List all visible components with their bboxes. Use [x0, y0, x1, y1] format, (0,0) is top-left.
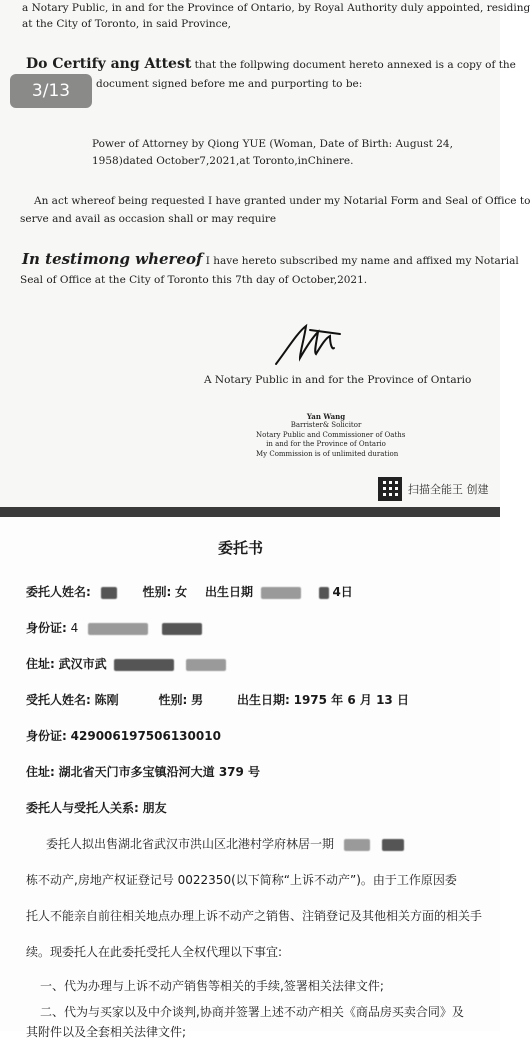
agent-address-row: [26, 763, 260, 780]
principal-dob-tail: 4日: [332, 585, 353, 599]
testimony-line: [22, 250, 519, 269]
agent-gender: 男: [191, 693, 204, 707]
principal-dob-label: 出生日期: [204, 585, 253, 599]
redacted-building: [344, 839, 370, 851]
authorization-item-2-line-2: 其附件以及全套相关法律文件;: [26, 1025, 187, 1039]
relation-value: 朋友: [142, 801, 167, 815]
paragraph-1-line-1: [46, 835, 404, 852]
agent-id: 429006197506130010: [70, 729, 221, 743]
testimony-heading: In testimong whereof: [22, 250, 203, 268]
principal-gender-label: 性别:: [142, 585, 172, 599]
agent-row: [26, 691, 409, 708]
qr-code-icon: [378, 477, 402, 501]
authorization-item-2-line-1: 二、代为与买家以及中介谈判,协商并签署上述不动产相关《商品房买卖合同》及: [40, 1005, 464, 1019]
page-indicator: 3/13: [10, 74, 92, 108]
principal-gender: 女: [175, 585, 188, 599]
principal-id-row: [26, 619, 202, 636]
certify-line: [26, 56, 516, 74]
paragraph-1-line-3: 托人不能亲自前往相关地点办理上诉不动产之销售、注销登记及其他相关方面的相关手: [26, 909, 483, 923]
certify-text-1: that the follpwing document hereto annexed is a copy of the: [194, 59, 516, 71]
principal-id-head: 4: [70, 621, 79, 635]
act-line-1: An act whereof being requested I have granted under my Notarial Form and Seal of Office to: [34, 195, 530, 207]
principal-name-label: 委托人姓名:: [26, 585, 91, 599]
relation-label: 委托人与受托人关系:: [26, 801, 139, 815]
agent-gender-label: 性别:: [158, 693, 188, 707]
scanner-watermark: [378, 476, 489, 502]
principal-id-label: 身份证:: [26, 621, 67, 635]
testimony-text-1: I have hereto subscribed my name and affixed my Notarial: [205, 255, 519, 267]
redacted-id-2: [162, 623, 202, 635]
notary-stamp: [256, 412, 406, 459]
agent-address-label: 住址:: [26, 765, 55, 779]
principal-row: [26, 583, 353, 600]
notary-signature: [270, 318, 350, 370]
certify-text-2: document signed before me and purporting to be:: [96, 78, 363, 90]
para1-line1-text: 委托人拟出售湖北省武汉市洪山区北港村学府林居一期: [46, 837, 335, 851]
stamp-line-1: Barrister& Solicitor: [290, 421, 362, 430]
principal-address-head: 武汉市武: [58, 657, 107, 671]
stamp-line-4: My Commission is of unlimited duration: [256, 449, 399, 458]
stamp-name: Yan Wang: [306, 412, 346, 421]
act-line-2: serve and avail as occasion shall or may require: [20, 213, 277, 225]
paragraph-1-line-2: 栋不动产,房地产权证登记号 0022350(以下简称“上诉不动产”)。由于工作原因委: [26, 873, 457, 887]
relation-row: [26, 799, 167, 816]
poa-line-1: Power of Attorney by Qiong YUE (Woman, Date of Birth: August 24,: [92, 138, 453, 150]
redacted-address: [114, 659, 174, 671]
certify-heading: Do Certify ang Attest: [26, 56, 192, 72]
poa-title: 委托书: [218, 539, 264, 557]
agent-dob-label: 出生日期:: [236, 693, 290, 707]
paragraph-1-line-4: 续。现委托人在此委托受托人全权代理以下事宜:: [26, 945, 283, 959]
page-divider: [0, 507, 500, 517]
notary-intro-line-2: at the City of Toronto, in said Province,: [22, 18, 232, 30]
poa-line-2: 1958)dated October7,2021,at Toronto,inChinere.: [92, 155, 354, 167]
stamp-line-3: in and for the Province of Ontario: [266, 440, 386, 449]
agent-address: 湖北省天门市多宝镇沿河大道 379 号: [58, 765, 261, 779]
notary-title: A Notary Public in and for the Province of Ontario: [204, 374, 472, 386]
agent-id-row: [26, 727, 221, 744]
redacted-building-2: [382, 839, 404, 851]
agent-name: 陈刚: [94, 693, 119, 707]
redacted-id: [88, 623, 148, 635]
principal-address-row: [26, 655, 226, 672]
watermark-text: 扫描全能王 创建: [408, 483, 489, 496]
redacted-address-2: [186, 659, 226, 671]
redacted-name: [101, 587, 117, 599]
principal-address-label: 住址:: [26, 657, 55, 671]
power-of-attorney-page: [0, 517, 500, 1039]
stamp-line-2: Notary Public and Commissioner of Oaths: [256, 430, 406, 439]
agent-dob: 1975 年 6 月 13 日: [293, 693, 409, 707]
notary-intro-line-1: a Notary Public, in and for the Province of Ontario, by Royal Authority duly appointed, residing: [22, 2, 530, 14]
authorization-item-1: 一、代为办理与上诉不动产销售等相关的手续,签署相关法律文件;: [40, 979, 384, 993]
redacted-dob: [261, 587, 301, 599]
agent-id-label: 身份证:: [26, 729, 67, 743]
agent-name-label: 受托人姓名:: [26, 693, 91, 707]
testimony-text-2: Seal of Office at the City of Toronto this 7th day of October,2021.: [20, 274, 368, 286]
redacted-dob-2: [319, 587, 329, 599]
